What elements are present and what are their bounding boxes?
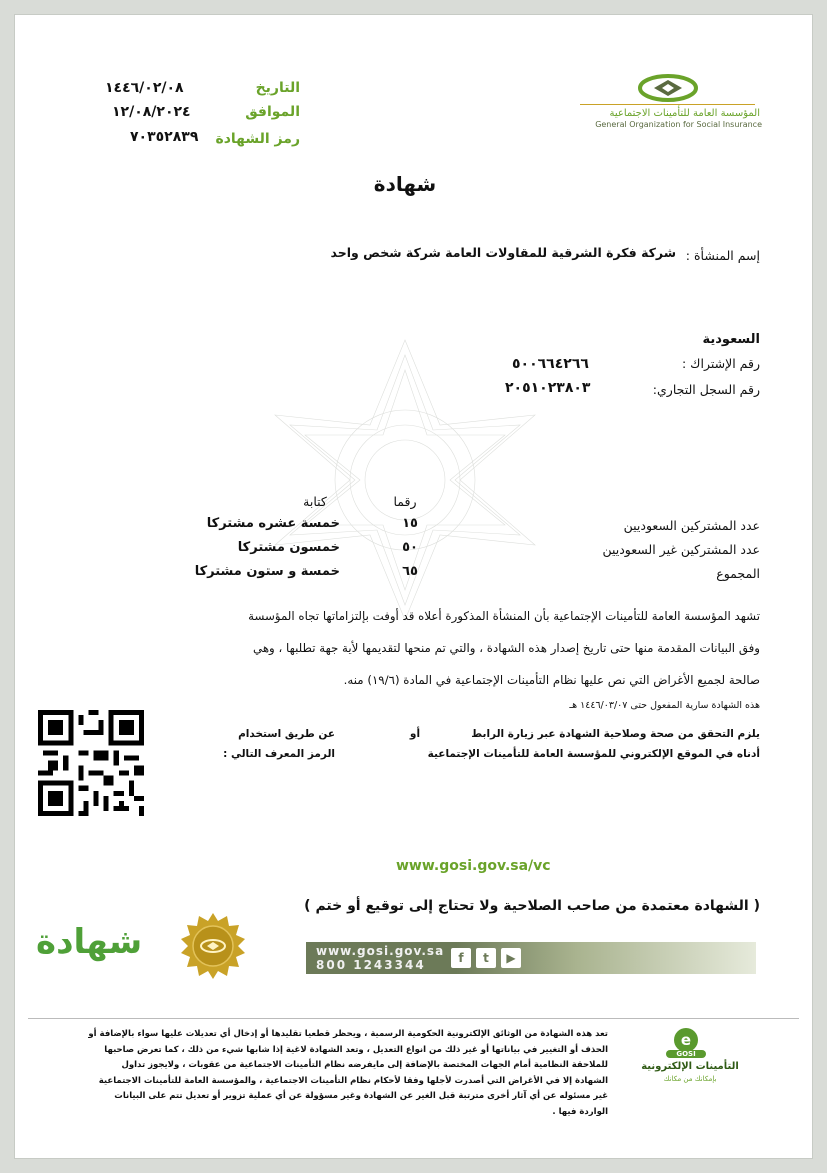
row-number: ٥٠ [402, 540, 418, 555]
statement-line-1: تشهد المؤسسة العامة للتأمينات الإجتماعية بأن المنشأة المذكورة أعلاه قد أوفت بإلتزاماتها تجاه المؤسسة [248, 609, 760, 623]
gosi-e-title: التأمينات الإلكترونية [641, 1061, 739, 1072]
verification-or: أو [409, 728, 421, 740]
date-value: ١٤٤٦/٠٢/٠٨ [105, 80, 184, 96]
equivalent-date-label: الموافق [245, 104, 300, 120]
row-number: ١٥ [402, 516, 418, 531]
page-title: شهادة [373, 172, 437, 196]
banner-phone: 800 1243344 [316, 958, 426, 972]
verification-qr-hint: عن طريق استخدام [238, 728, 335, 740]
verification-line-1: يلزم التحقق من صحة وصلاحية الشهادة عبر زيارة الرابط [471, 728, 760, 740]
commercial-register-number: ٢٠٥١٠٢٣٨٠٣ [505, 380, 591, 396]
row-words: خمسة عشره مشتركا [206, 516, 340, 531]
certificate-brand-logo: شهادة [36, 922, 143, 962]
establishment-label: إسم المنشأة : [685, 248, 760, 263]
guilloche-watermark [255, 330, 555, 630]
org-name-arabic: المؤسسة العامة للتأمينات الاجتماعية [609, 108, 760, 119]
verification-line-2: أدناه في الموقع الإلكتروني للمؤسسة العامة للتأمينات الإجتماعية [427, 748, 760, 760]
row-label: عدد المشتركين السعوديين [623, 518, 760, 533]
statement-line-3: صالحة لجميع الأغراض التي نص عليها نظام التأمينات الإجتماعية في المادة (١٩/٦) منه. [343, 673, 760, 687]
facebook-icon[interactable]: f [451, 948, 471, 968]
verification-code-hint: الرمز المعرف التالي : [223, 748, 335, 760]
row-words: خمسون مشتركا [237, 540, 340, 555]
approval-note: ( الشهادة معتمدة من صاحب الصلاحية ولا تحتاج إلى توقيع أو ختم ) [304, 898, 760, 914]
row-number: ٦٥ [402, 564, 418, 579]
gosi-e-subtitle: بإمكانك من مكانك [663, 1075, 717, 1083]
row-words: خمسة و ستون مشتركا [194, 564, 340, 579]
org-name-english: General Organization for Social Insurance [595, 120, 762, 129]
gold-seal-icon [180, 913, 246, 979]
footer-divider [28, 1018, 799, 1019]
subscription-number: ٥٠٠٦٦٤٢٦٦ [512, 356, 589, 372]
certificate-code-value: ٧٠٣٥٢٨٣٩ [130, 129, 199, 145]
certificate-code-label: رمز الشهادة [215, 131, 300, 147]
validity-note: هذه الشهادة سارية المفعول حتى ١٤٤٦/٠٣/٠٧ هـ [569, 700, 760, 711]
gosi-eservices-logo [620, 1026, 760, 1086]
banner-website[interactable]: www.gosi.gov.sa [316, 944, 445, 958]
equivalent-date-value: ١٢/٠٨/٢٠٢٤ [112, 104, 191, 120]
svg-text:e: e [680, 1031, 692, 1049]
gosi-badge: GOSI [666, 1050, 706, 1058]
qr-code[interactable] [38, 710, 144, 816]
establishment-name: شركة فكرة الشرقية للمقاولات العامة شركة شخص واحد [330, 245, 676, 260]
location: السعودية [702, 332, 760, 347]
date-label: التاريخ [255, 80, 300, 96]
commercial-register-label: رقم السجل التجاري: [652, 382, 760, 397]
legal-disclaimer: تعد هذه الشهادة من الوثائق الإلكترونية الحكومية الرسمية ، ويحظر قطعيا تقليدها أو إدخال أي تعديلات عليها سواء بالإضافة أو الحذف أو التغيير في بياناتها أو غير ذلك من انواع التعديل ، وتعد الشهادة لاغية إذا شابها شيء من ذلك ، كما تعرض صاحبها للملاحقة النظامية أمام الجهات المختصة بالإضافة إلى مايفرضه نظام التأمينات الاجتماعية من عقوبات ، ولايجوز تداول الشهادة إلا في الأغراض التي أصدرت لأجلها وفقا لأحكام نظام التأمينات الاجتماعية ، والمؤسسة العامة للتأمينات الاجتماعية غير مسئوله عن أي آثار أخرى مترتبة قبل الغير عن الشهادة وغير مسؤولة عن أي عملية تزوير أو تعديل تتم على البيانات الواردة فيها . [88, 1029, 608, 1117]
contact-banner [306, 942, 756, 974]
column-header-words: كتابة [303, 494, 327, 509]
twitter-icon[interactable]: t [476, 948, 496, 968]
statement-line-2: وفق البيانات المقدمة منها حتى تاريخ إصدار هذه الشهادة ، والتي تم منحها لتقديمها لأية جهة تطلبها ، وهي [252, 641, 760, 655]
column-header-numbers: رقما [393, 494, 417, 509]
row-label: المجموع [716, 566, 760, 581]
youtube-icon[interactable]: ▶ [501, 948, 521, 968]
row-label: عدد المشتركين غير السعوديين [602, 542, 760, 557]
subscription-label: رقم الإشتراك : [681, 356, 760, 371]
verify-url-link[interactable]: www.gosi.gov.sa/vc [396, 858, 551, 874]
